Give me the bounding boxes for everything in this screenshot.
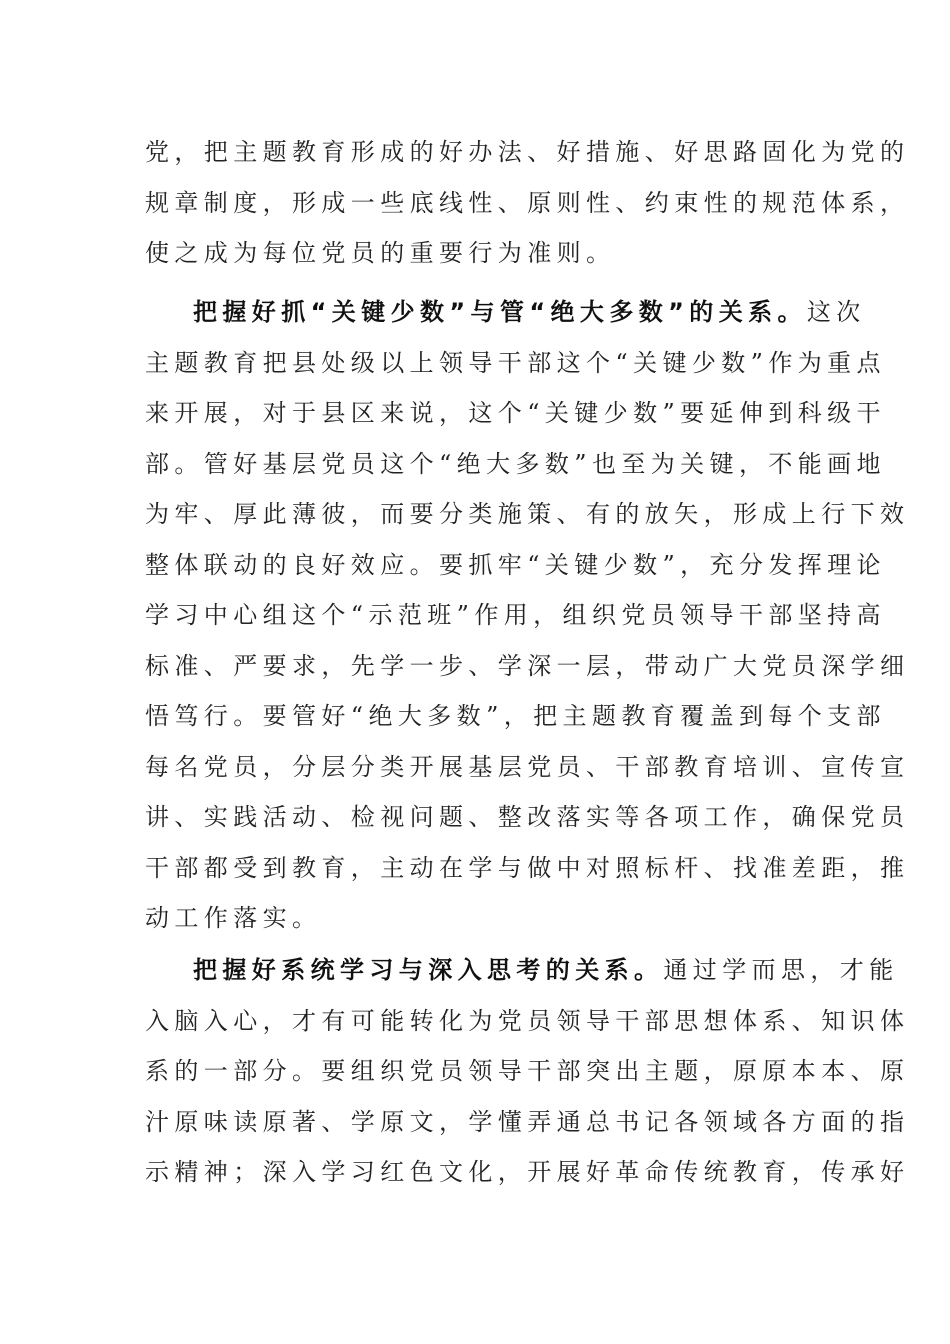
text-line: 汁原味读原著、学原文，学懂弄通总书记各领域各方面的指 [145, 1107, 910, 1136]
text-line: 学习中心组这个“示范班”作用，组织党员领导干部坚持高 [145, 601, 886, 629]
text-line: 动工作落实。 [145, 904, 322, 932]
text-line: 为牢、厚此薄彼，而要分类施策、有的放矢，形成上行下效 [145, 500, 910, 528]
text-line: 标准、严要求，先学一步、学深一层，带动广大党员深学细 [145, 651, 910, 680]
paragraph-continuation [145, 127, 910, 279]
text-line: 整体联动的良好效应。要抓牢“关键少数”，充分发挥理论 [145, 550, 886, 579]
text-line: 使之成为每位党员的重要行为准则。 [145, 239, 616, 267]
heading-trailing-text: 通过学而思，才能 [663, 956, 899, 984]
paragraph-heading: 把握好抓“关键少数”与管“绝大多数”的关系。 [193, 298, 807, 326]
heading-trailing-text: 这次 [806, 298, 866, 326]
text-line: 主题教育把县处级以上领导干部这个“关键少数”作为重点 [145, 348, 886, 377]
paragraph-first-line [145, 945, 899, 996]
text-line: 干部都受到教育，主动在学与做中对照标杆、找准差距，推 [145, 853, 910, 882]
text-line: 讲、实践活动、检视问题、整改落实等各项工作，确保党员 [145, 803, 910, 831]
text-line: 每名党员，分层分类开展基层党员、干部教育培训、宣传宣 [145, 752, 910, 781]
text-line: 系的一部分。要组织党员领导干部突出主题，原原本本、原 [145, 1057, 910, 1085]
paragraph-heading: 把握好系统学习与深入思考的关系。 [193, 956, 664, 984]
text-line: 规章制度，形成一些底线性、原则性、约束性的规范体系， [145, 188, 910, 217]
paragraph-study-thinking [145, 945, 910, 1198]
paragraph-key-minority [145, 287, 910, 944]
paragraph-first-line [145, 287, 866, 338]
text-line: 部。管好基层党员这个“绝大多数”也至为关键，不能画地 [145, 449, 886, 478]
text-line: 悟笃行。要管好“绝大多数”，把主题教育覆盖到每个支部 [145, 702, 886, 730]
text-line: 党，把主题教育形成的好办法、好措施、好思路固化为党的 [145, 138, 910, 166]
text-line: 来开展，对于县区来说，这个“关键少数”要延伸到科级干 [145, 399, 886, 427]
text-line: 入脑入心，才有可能转化为党员领导干部思想体系、知识体 [145, 1006, 910, 1035]
text-line: 示精神；深入学习红色文化，开展好革命传统教育，传承好 [145, 1158, 910, 1186]
